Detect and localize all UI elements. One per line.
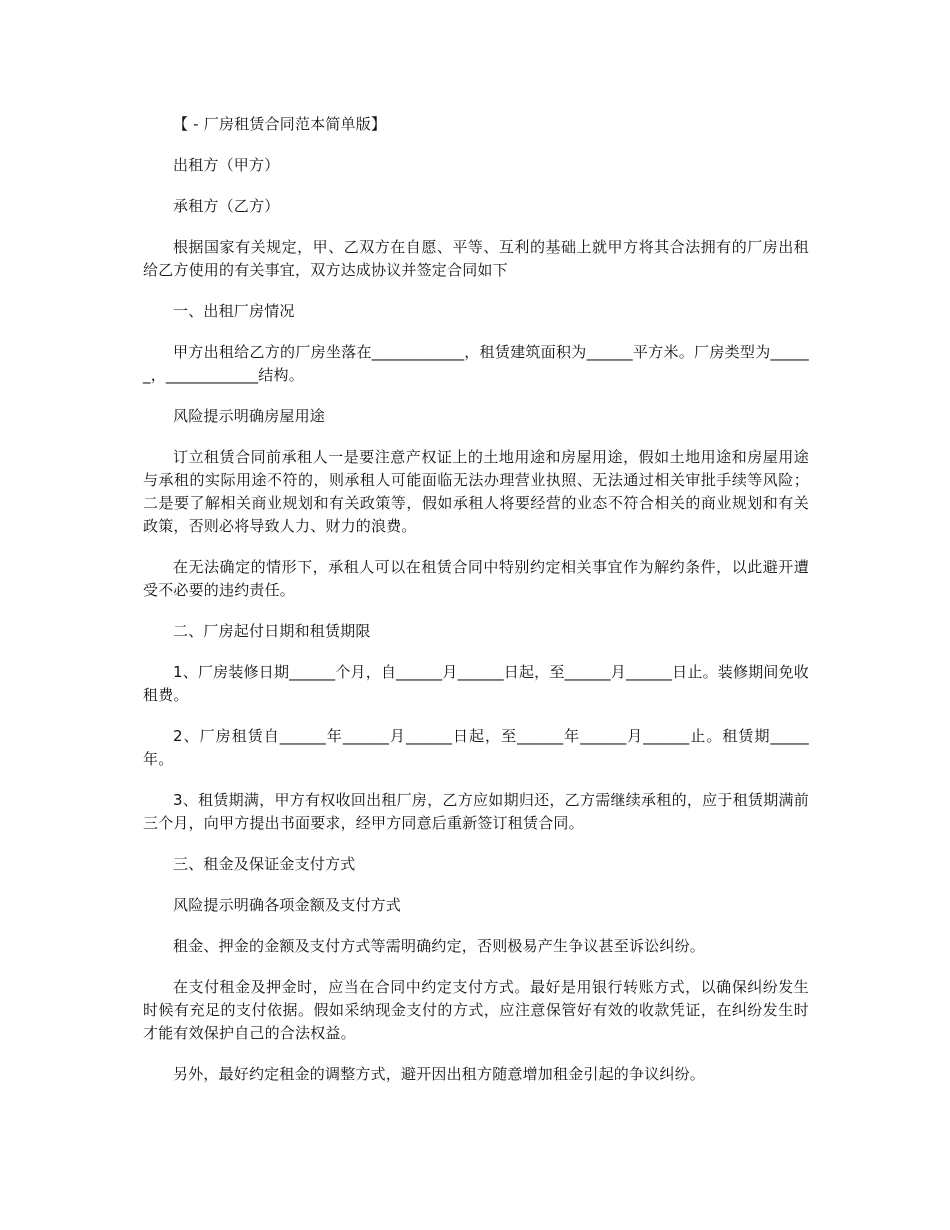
renovation-period-clause: 1、厂房装修日期______个月，自______月______日起，至______月______日止。装修期间免收租费。 — [143, 663, 809, 704]
factory-location-paragraph: 甲方出租给乙方的厂房坐落在____________，租赁建筑面积为______平方米。厂房类型为______，____________结构。 — [143, 343, 809, 384]
preamble-paragraph: 根据国家有关规定，甲、乙双方在自愿、平等、互利的基础上就甲方将其合法拥有的厂房出租给乙方使用的有关事宜，双方达成协议并签定合同如下 — [143, 238, 809, 279]
section-heading-2: 二、厂房起付日期和租赁期限 — [173, 622, 371, 640]
party-b-line: 承租方（乙方） — [173, 197, 280, 215]
termination-condition-paragraph: 在无法确定的情形下，承租人可以在租赁合同中特别约定相关事宜作为解约条件，以此避开遭受不必要的违约责任。 — [143, 558, 809, 599]
section-heading-3: 三、租金及保证金支付方式 — [173, 855, 356, 873]
lease-term-clause: 2、厂房租赁自______年______月______日起，至______年______月______止。租赁期_____年。 — [143, 727, 809, 768]
risk-note-heading-payment: 风险提示明确各项金额及支付方式 — [173, 896, 402, 914]
risk-note-heading-usage: 风险提示明确房屋用途 — [173, 407, 326, 425]
payment-amount-paragraph: 租金、押金的金额及支付方式等需明确约定，否则极易产生争议甚至诉讼纠纷。 — [173, 937, 706, 955]
party-a-line: 出租方（甲方） — [173, 156, 280, 174]
risk-note-paragraph-usage: 订立租赁合同前承租人一是要注意产权证上的土地用途和房屋用途，假如土地用途和房屋用途与承租的实际用途不符的，则承租人可能面临无法办理营业执照、无法通过相关审批手续等风险；二是要了解相关商业规划和有关政策等，假如承租人将要经营的业态不符合相关的商业规划和有关政策，否则必将导致人力、财力的浪费。 — [143, 448, 809, 535]
document-body — [143, 113, 809, 1104]
lease-expiry-clause: 3、租赁期满，甲方有权收回出租厂房，乙方应如期归还，乙方需继续承租的，应于租赁期满前三个月，向甲方提出书面要求，经甲方同意后重新签订租赁合同。 — [143, 791, 809, 832]
section-heading-1: 一、出租厂房情况 — [173, 302, 295, 320]
document-title: 【 - 厂房租赁合同范本简单版】 — [173, 115, 387, 133]
rent-adjustment-paragraph: 另外，最好约定租金的调整方式，避开因出租方随意增加租金引起的争议纠纷。 — [173, 1065, 706, 1083]
payment-method-paragraph: 在支付租金及押金时，应当在合同中约定支付方式。最好是用银行转账方式，以确保纠纷发生时候有充足的支付依据。假如采纳现金支付的方式，应注意保管好有效的收款凭证，在纠纷发生时才能有效保护自己的合法权益。 — [143, 978, 809, 1042]
